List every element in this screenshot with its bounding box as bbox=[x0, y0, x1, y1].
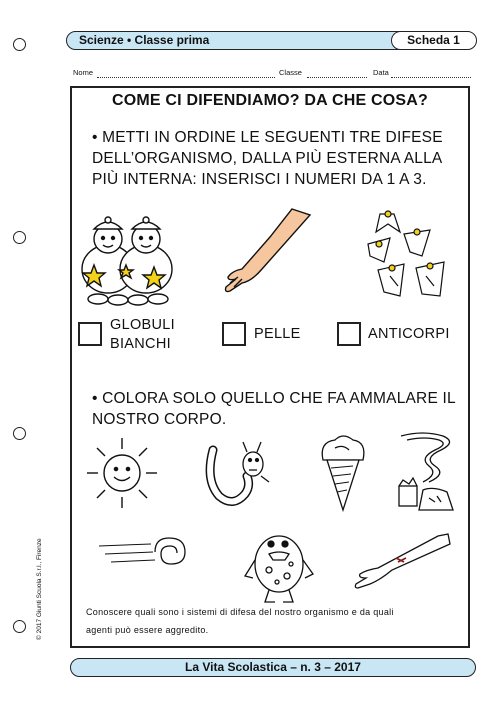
checkbox-antibodies[interactable] bbox=[337, 322, 361, 346]
checkbox-white-blood-cells[interactable] bbox=[78, 322, 102, 346]
antibodies-illustration bbox=[360, 204, 454, 306]
option-white-blood-cells-line-1: GLOBULI bbox=[110, 317, 175, 333]
skin-arm-illustration bbox=[222, 207, 314, 297]
ice-cream-illustration bbox=[313, 430, 373, 514]
student-fields bbox=[73, 68, 473, 80]
worksheet-title: COME CI DIFENDIAMO? DA CHE COSA? bbox=[111, 92, 429, 109]
class-label: Classe bbox=[279, 68, 302, 77]
white-blood-cells-illustration bbox=[72, 205, 182, 311]
name-field[interactable] bbox=[97, 77, 275, 78]
exercise2-line-2: NOSTRO CORPO. bbox=[92, 411, 227, 428]
exercise1-line-1: • METTI IN ORDINE LE SEGUENTI TRE DIFESE bbox=[92, 129, 443, 146]
exercise2-instructions bbox=[92, 388, 456, 430]
wind-illustration bbox=[95, 528, 195, 576]
landscape-river-illustration bbox=[393, 428, 459, 514]
class-field[interactable] bbox=[307, 77, 367, 78]
cut-arm-illustration bbox=[352, 530, 452, 592]
binder-hole-2 bbox=[13, 231, 26, 244]
scheda-badge: Scheda 1 bbox=[391, 31, 477, 50]
exercise2-line-1: • COLORA SOLO QUELLO CHE FA AMMALARE IL bbox=[92, 390, 456, 407]
binder-hole-3 bbox=[13, 427, 26, 440]
date-label: Data bbox=[373, 68, 389, 77]
binder-hole-4 bbox=[13, 620, 26, 633]
name-label: Nome bbox=[73, 68, 94, 77]
option-skin-label: PELLE bbox=[254, 326, 301, 342]
learning-objective-line-1: Conoscere quali sono i sistemi di difesa del nostro organismo e da quali bbox=[86, 607, 394, 617]
learning-objective-line-2: agenti può essere aggredito. bbox=[86, 625, 209, 635]
learning-objective bbox=[86, 603, 464, 639]
binder-hole-1 bbox=[13, 38, 26, 51]
header-title: Scienze • Classe prima bbox=[79, 33, 210, 47]
option-antibodies-label: ANTICORPI bbox=[368, 326, 450, 342]
footer-bar: La Vita Scolastica – n. 3 – 2017 bbox=[70, 658, 476, 677]
option-white-blood-cells-label bbox=[110, 316, 175, 354]
checkbox-skin[interactable] bbox=[222, 322, 246, 346]
sun-illustration bbox=[85, 436, 159, 510]
exercise1-line-2: DELL’ORGANISMO, DALLA PIÙ ESTERNA ALLA bbox=[92, 150, 443, 167]
exercise1-line-3: PIÙ INTERNA: INSERISCI I NUMERI DA 1 A 3. bbox=[92, 171, 427, 188]
germ-worm-illustration bbox=[203, 430, 273, 508]
date-field[interactable] bbox=[391, 77, 471, 78]
option-white-blood-cells-line-2: BIANCHI bbox=[110, 336, 171, 352]
header-bar bbox=[66, 31, 476, 50]
exercise1-instructions bbox=[92, 127, 443, 190]
copyright-notice: © 2017 Giunti Scuola S.r.l., Firenze bbox=[36, 538, 43, 640]
virus-monster-illustration bbox=[243, 520, 315, 604]
